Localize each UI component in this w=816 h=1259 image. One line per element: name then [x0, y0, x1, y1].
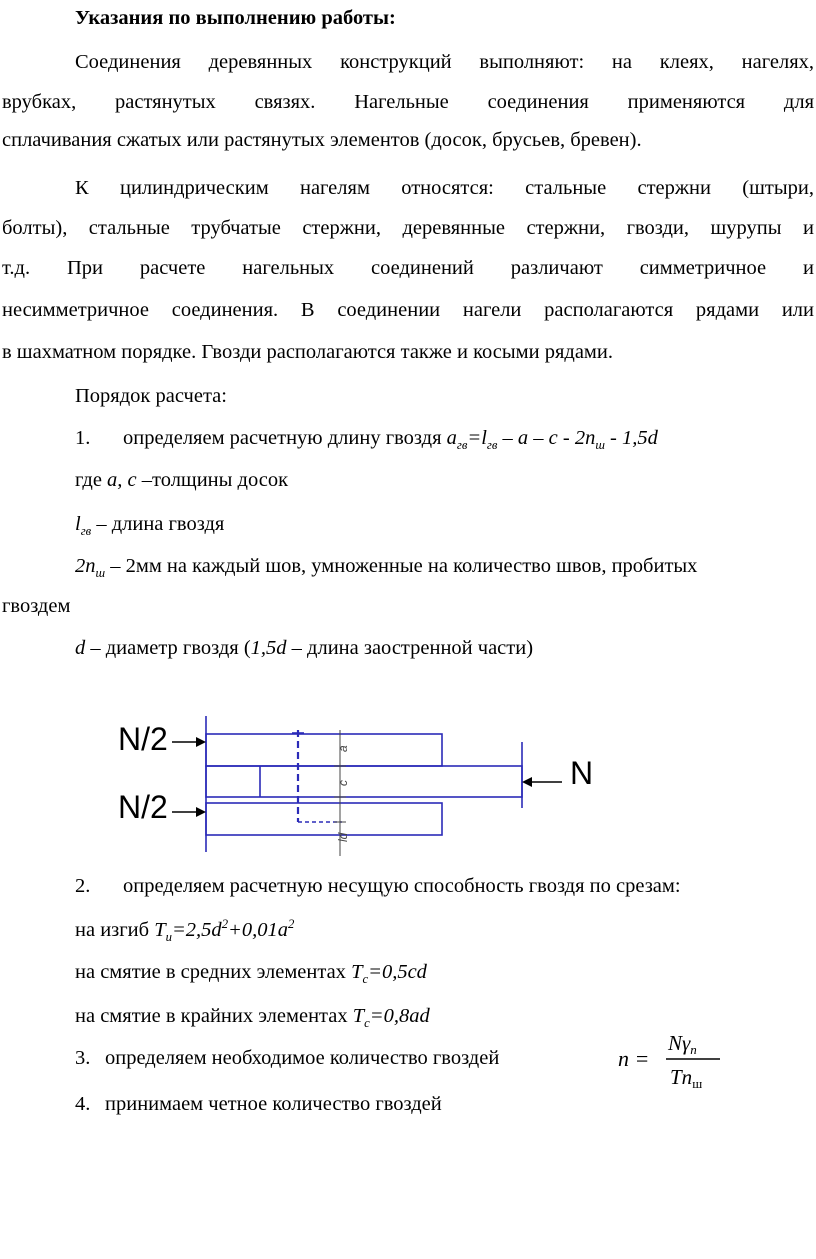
- bottom-board: [206, 803, 442, 835]
- top-board: [206, 734, 442, 766]
- para2-line-3: т.д. При расчете нагельных соединений различают симметричное и: [2, 257, 814, 279]
- step-1-text: определяем расчетную длину гвоздя: [123, 427, 447, 449]
- step-3-text: определяем необходимое количество гвоздей: [105, 1047, 500, 1069]
- label-bottom-force: N/2: [118, 789, 168, 825]
- nail-joint-diagram: [112, 702, 612, 872]
- step-1-number: 1.: [75, 427, 91, 449]
- crush-edge-formula: на смятие в крайних элементах $T_c=0,8ad$: [75, 1005, 430, 1031]
- top-arrow-head: [196, 737, 206, 747]
- middle-board: [206, 766, 522, 797]
- para2-line-2: болты), стальные трубчатые стержни, деревянные стержни, гвозди, шурупы и: [2, 217, 814, 239]
- step-3-number: 3.: [75, 1047, 91, 1069]
- label-right-force: N: [570, 755, 594, 791]
- definition-a-c: где a, c –толщины досок: [75, 469, 289, 491]
- definition-d: d – диаметр гвоздя (1,5d – длина заостренной части): [75, 637, 534, 659]
- fraction-lhs: n =: [618, 1046, 650, 1071]
- para2-line-4: несимметричное соединения. В соединении нагели располагаются рядами или: [2, 299, 814, 321]
- step-1-formula: $a_{гв}=l_{гв} - a - c - 2n_ш - 1,5d$: [446, 427, 658, 453]
- dimension-label-ld: ld: [336, 832, 350, 842]
- dimension-label-a: a: [336, 745, 350, 752]
- right-arrow-head: [522, 777, 532, 787]
- para2-line-1: К цилиндрическим нагелям относятся: стальные стержни (штыри,: [75, 177, 814, 199]
- crush-middle-formula: на смятие в средних элементах $T_c=0,5cd$: [75, 961, 427, 987]
- step-2-number: 2.: [75, 875, 91, 897]
- definition-n: $2n_ш - 2мм$ на каждый шов, умноженные на количество швов, пробитых: [75, 555, 698, 581]
- definition-n-cont: гвоздем: [2, 595, 71, 617]
- definition-l: $l_{гв}$ – длина гвоздя: [75, 513, 225, 539]
- heading: Указания по выполнению работы:: [75, 7, 396, 29]
- para1-line-3: сплачивания сжатых или растянутых элементов (досок, брусьев, бревен).: [2, 129, 642, 151]
- para1-line-1: Соединения деревянных конструкций выполняют: на клеях, нагелях,: [75, 51, 814, 73]
- fraction-denominator: Tnш: [670, 1065, 703, 1091]
- step-4-number: 4.: [75, 1093, 91, 1115]
- para2-line-5: в шахматном порядке. Гвозди располагаются также и косыми рядами.: [2, 341, 613, 363]
- label-top-force: N/2: [118, 721, 168, 757]
- fraction-numerator: Nγn: [668, 1031, 697, 1057]
- step-2-text: определяем расчетную несущую способность гвоздя по срезам:: [123, 875, 681, 897]
- step-4-text: принимаем четное количество гвоздей: [105, 1093, 442, 1115]
- step-1: [75, 426, 658, 453]
- step-3: [75, 1046, 499, 1070]
- step-2: [75, 874, 681, 898]
- bottom-arrow-head: [196, 807, 206, 817]
- order-title: Порядок расчета:: [75, 385, 227, 407]
- nail-count-formula: [616, 1024, 726, 1094]
- para1-line-2: врубках, растянутых связях. Нагельные соединения применяются для: [2, 91, 814, 113]
- dimension-label-c: c: [336, 780, 350, 786]
- bending-formula: на изгиб $T_и=2,5d^2+0,01a^2$: [75, 917, 295, 945]
- step-4: [75, 1092, 442, 1116]
